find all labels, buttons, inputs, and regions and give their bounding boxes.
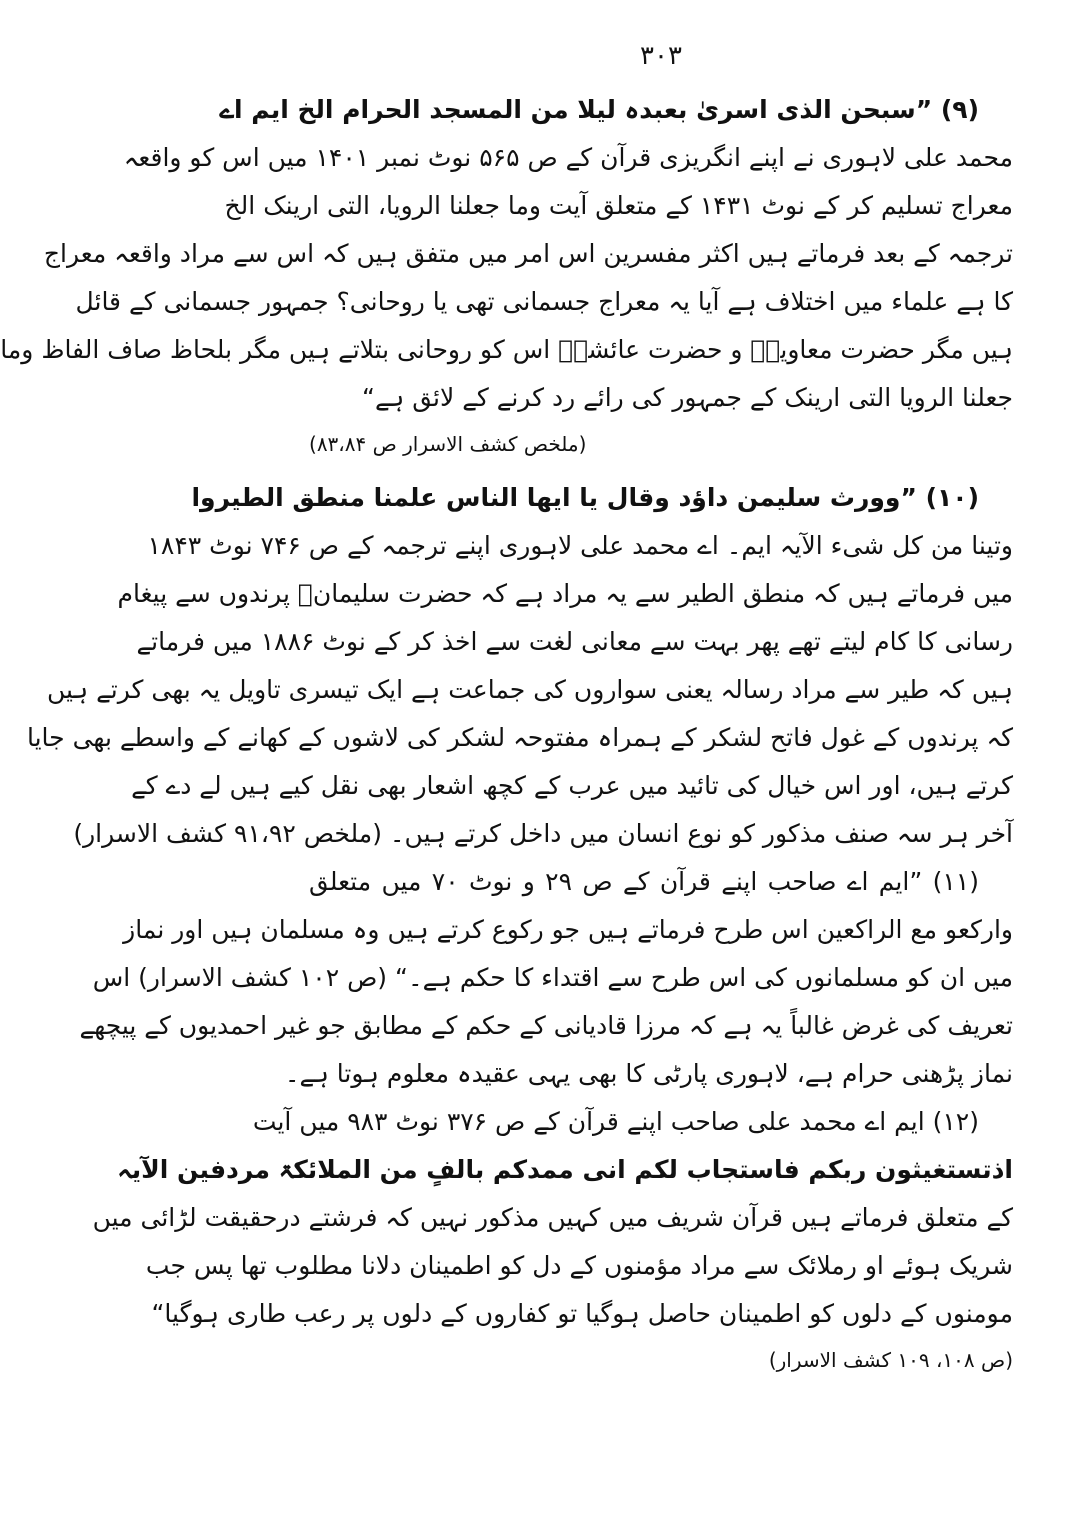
- text-line: (۹) ”سبحن الذی اسریٰ بعبدہ لیلا من المسجد الحرام الخ ایم اے: [219, 95, 979, 124]
- source-reference: (ملخص کشف الاسرار ص ۸۳،۸۴): [309, 432, 587, 456]
- text-line: مومنوں کے دلوں کو اطمینان حاصل ہوگیا تو کفاروں کے دلوں پر رعب طاری ہوگیا“: [151, 1299, 1013, 1328]
- text-line: نماز پڑھنی حرام ہے، لاہوری پارٹی کا بھی یہی عقیدہ معلوم ہوتا ہے۔: [284, 1059, 1013, 1088]
- text-line: معراج تسلیم کر کے نوٹ ۱۴۳۱ کے متعلق آیت وما جعلنا الرویا، التی ارینک الخ: [224, 191, 1013, 220]
- text-line: کرتے ہیں، اور اس خیال کی تائید میں عرب کے کچھ اشعار بھی نقل کیے ہیں لے دے کے: [131, 771, 1013, 800]
- text-line: شریک ہوئے او رملائک سے مراد مؤمنوں کے دل کو اطمینان دلانا مطلوب تھا پس جب: [145, 1251, 1013, 1280]
- text-line: کے متعلق فرماتے ہیں قرآن شریف میں کہیں مذکور نہیں کہ فرشتے درحقیقت لڑائی میں: [92, 1203, 1013, 1232]
- text-line: محمد علی لاہوری نے اپنے انگریزی قرآن کے ص ۵۶۵ نوٹ نمبر ۱۴۰۱ میں اس کو واقعہ: [123, 143, 1013, 172]
- text-line: (۱۱) ”ایم اے صاحب اپنے قرآن کے ص ۲۹ و نوٹ ۷۰ میں متعلق: [309, 867, 979, 896]
- text-line: کا ہے علماء میں اختلاف ہے آیا یہ معراج جسمانی تھی یا روحانی؟ جمہور جسمانی کے قائل: [75, 287, 1013, 316]
- text-line: میں ان کو مسلمانوں کی اس طرح سے اقتداء کا حکم ہے۔“ (ص ۱۰۲ کشف الاسرار) اس: [92, 963, 1013, 992]
- text-line: کہ پرندوں کے غول فاتح لشکر کے ہمراہ مفتوحہ لشکر کی لاشوں کے کھانے کے واسطے بھی جایا: [26, 723, 1013, 752]
- source-reference: (ص ۱۰۸، ۱۰۹ کشف الاسرار): [768, 1348, 1013, 1372]
- document-page: [0, 36, 1013, 1504]
- text-line: ہیں مگر حضرت معاویہؓ و حضرت عائشہؓ اس کو روحانی بتلاتے ہیں مگر بلحاظ صاف الفاظ وما: [0, 335, 1013, 364]
- page-number: ۳۰۳: [640, 41, 682, 71]
- text-line: رسانی کا کام لیتے تھے پھر بہت سے معانی لغت سے اخذ کر کے نوٹ ۱۸۸۶ میں فرماتے: [136, 627, 1013, 656]
- text-line: میں فرماتے ہیں کہ منطق الطیر سے یہ مراد ہے کہ حضرت سلیمانؑ پرندوں سے پیغام: [117, 579, 1013, 608]
- paragraph-10: [26, 474, 1013, 858]
- text-line: جعلنا الرویا التی ارینک کے جمہور کی رائے رد کرنے کے لائق ہے“: [362, 383, 1013, 412]
- text-line: (۱۰) ”وورث سلیمن داؤد وقال یا ایھا الناس علمنا منطق الطیروا: [191, 483, 979, 512]
- paragraph-12: [92, 1098, 1013, 1382]
- paragraph-9: [0, 86, 1013, 466]
- text-line: (۱۲) ایم اے محمد علی صاحب اپنے قرآن کے ص ۳۷۶ نوٹ ۹۸۳ میں آیت: [252, 1107, 979, 1136]
- text-line: تعریف کی غرض غالباً یہ ہے کہ مرزا قادیانی کے حکم کے مطابق جو غیر احمدیوں کے پیچھے: [79, 1011, 1013, 1040]
- text-line: ہیں کہ طیر سے مراد رسالہ یعنی سواروں کی جماعت ہے ایک تیسری تاویل یہ بھی کرتے ہیں: [46, 675, 1013, 704]
- paragraph-11: [79, 858, 1013, 1098]
- text-line: آخر ہر سہ صنف مذکور کو نوع انسان میں داخل کرتے ہیں۔ (ملخص ۹۱،۹۲ کشف الاسرار): [73, 819, 1013, 848]
- text-line: وارکعو مع الراکعین اس طرح فرماتے ہیں جو رکوع کرتے ہیں وہ مسلمان ہیں اور نماز: [123, 915, 1013, 944]
- text-line: اذتستغیثون ربکم فاستجاب لکم انی ممدکم بالفٍ من الملائکۃ مردفین الآیہ: [117, 1155, 1013, 1184]
- text-line: وتینا من کل شیء الآیہ ایم۔ اے محمد علی لاہوری اپنے ترجمہ کے ص ۷۴۶ نوٹ ۱۸۴۳: [147, 531, 1013, 560]
- text-line: ترجمہ کے بعد فرماتے ہیں اکثر مفسرین اس امر میں متفق ہیں کہ اس سے مراد واقعہ معراج: [43, 239, 1013, 268]
